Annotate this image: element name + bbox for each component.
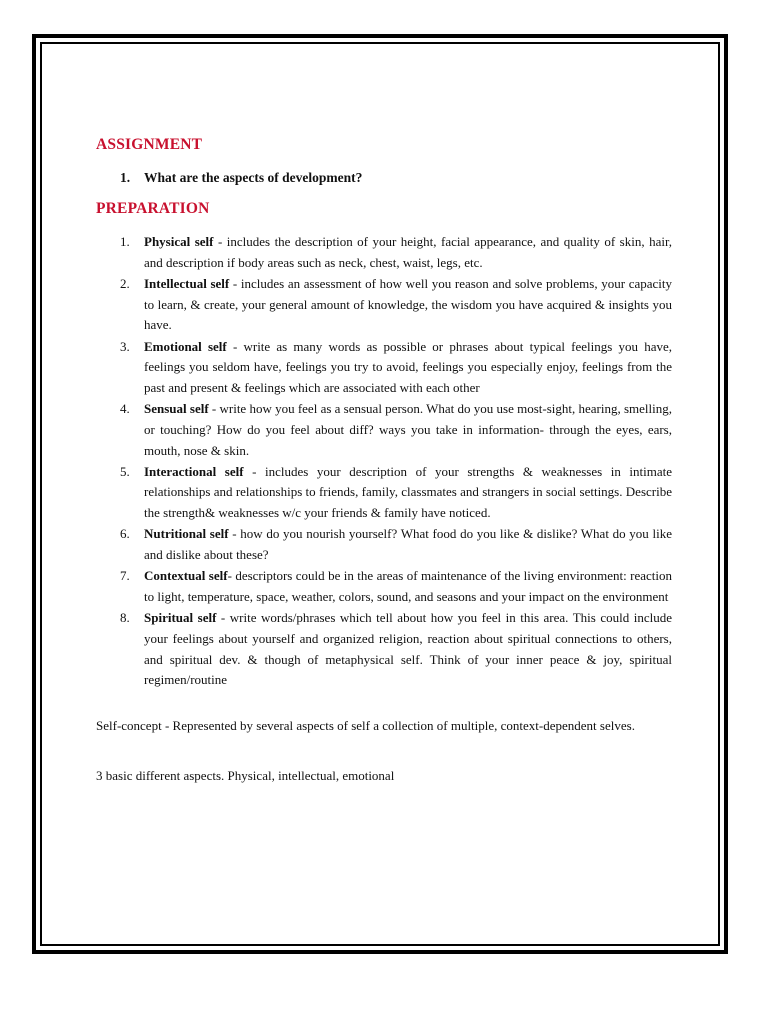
item-number: 2. (120, 275, 130, 291)
question-text: What are the aspects of development? (144, 170, 363, 185)
item-text: - includes the description of your height, facial appearance, and quality of skin, hair, and description if body areas such as neck, chest, waist, legs, etc. (144, 234, 673, 270)
item-term: Nutritional self (144, 526, 229, 542)
list-item (96, 462, 672, 524)
self-concept-paragraph: Self-concept - Represented by several aspects of self a collection of multiple, context-dependent selves. (96, 718, 635, 733)
item-text: - write words/phrases which tell about how you feel in this area. This could include your feelings about yourself and organized religion, reaction about spiritual connections to others, and spiritual dev. & though of metaphysical self. Think of your inner peace & joy, spiritual regimen/routine (144, 610, 672, 688)
list-item (96, 399, 672, 461)
item-number: 5. (120, 463, 130, 479)
item-number: 1. (120, 234, 130, 249)
item-term: Interactional self (144, 463, 244, 479)
item-number: 3. (120, 338, 130, 354)
item-text: - includes your description of your strengths & weaknesses in intimate relationships and relationships to friends, family, classmates and strangers in social settings. Describe the strength& weaknesses w/c your friends & family have noticed. (144, 463, 673, 521)
item-number: 4. (120, 401, 130, 417)
item-number: 7. (120, 568, 130, 584)
item-term: Sensual self (144, 401, 209, 417)
aspects-note-paragraph: 3 basic different aspects. Physical, intellectual, emotional (96, 768, 395, 783)
question-number: 1. (120, 170, 131, 185)
item-number: 8. (120, 610, 130, 626)
item-text: - descriptors could be in the areas of maintenance of the living environment: reaction to light, temperature, space, weather, colors, sound, and seasons and your impact on the environment (144, 568, 672, 604)
assignment-heading: ASSIGNMENT (96, 136, 203, 153)
list-item (96, 232, 672, 273)
assignment-question (120, 170, 362, 186)
item-term: Intellectual self (144, 275, 230, 291)
item-term: Physical self (144, 234, 214, 249)
item-number: 6. (120, 526, 130, 542)
list-item (96, 524, 672, 565)
preparation-list (96, 232, 672, 691)
item-text: - how do you nourish yourself? What food do you like & dislike? What do you like and dislike about these? (144, 526, 672, 563)
list-item (96, 566, 672, 607)
item-text: - write how you feel as a sensual person. What do you use most-sight, hearing, smelling, or touching? How do you feel about diff? ways you take in information- through the eyes, ears, mouth, nose & skin. (144, 401, 672, 458)
item-term: Spiritual self (144, 610, 217, 626)
list-item (96, 608, 672, 691)
list-item (96, 337, 672, 399)
item-text: - includes an assessment of how well you reason and solve problems, your capacity to learn, & create, your general amount of knowledge, the wisdom you have acquired & insights you have. (144, 275, 673, 333)
preparation-heading: PREPARATION (96, 200, 210, 217)
item-term: Contextual self (144, 568, 228, 584)
item-text: - write as many words as possible or phrases about typical feelings you have, feelings you seldom have, feelings you try to avoid, feelings you especially enjoy, feelings from the past and present & feelings which are associated with each other (144, 338, 672, 395)
item-term: Emotional self (144, 338, 227, 354)
list-item (96, 274, 672, 336)
